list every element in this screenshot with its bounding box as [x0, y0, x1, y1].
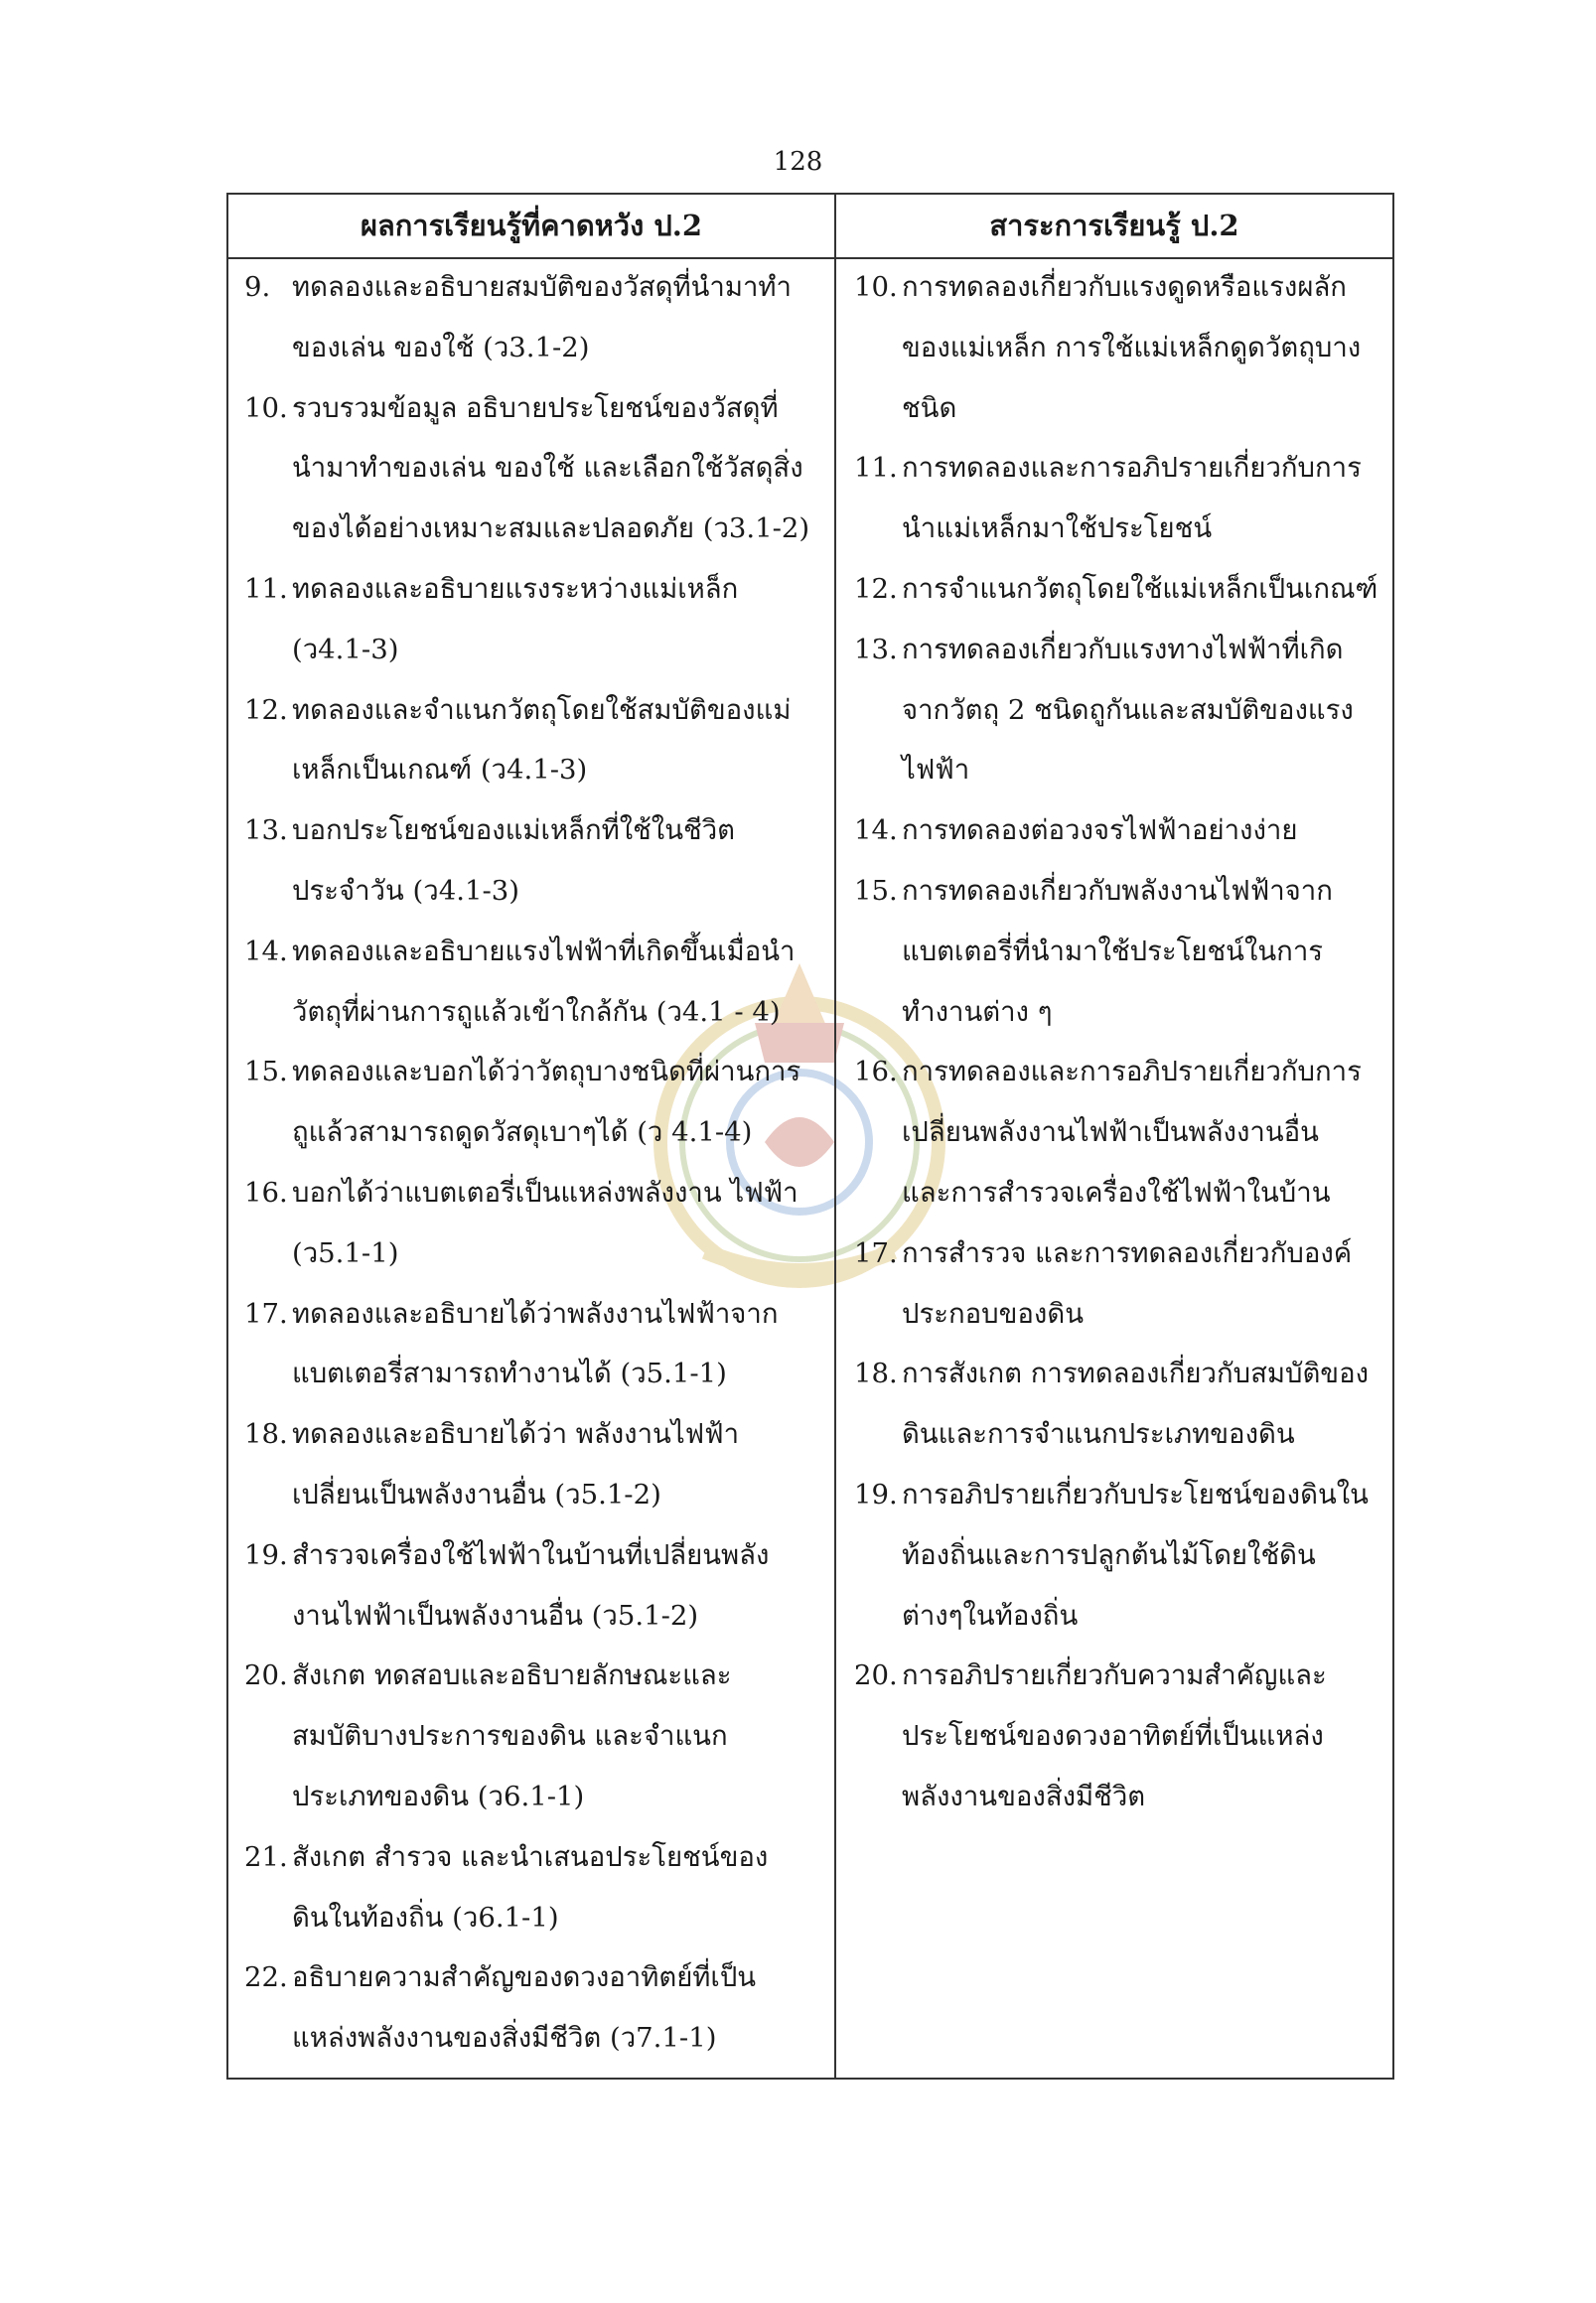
item-text-line: งานไฟฟ้าเป็นพลังงานอื่น (ว5.1-2)	[292, 1599, 699, 1632]
learning-content-item	[854, 559, 1386, 620]
item-text-line: ทดลองและอธิบายแรงไฟฟ้าที่เกิดขึ้นเมื่อนำ	[292, 935, 796, 967]
item-number: 11.	[244, 572, 288, 605]
expected-outcome-item	[244, 1947, 822, 2069]
item-number: 16.	[854, 1056, 898, 1088]
item-text-line: ประกอบของดิน	[902, 1297, 1085, 1330]
item-text-line: ทดลองและอธิบายได้ว่า พลังงานไฟฟ้า	[292, 1418, 740, 1451]
learning-content-item	[854, 1223, 1386, 1345]
item-text-line: ดินและการจำแนกประเภทของดิน	[902, 1418, 1295, 1451]
item-text-line: ทดลองและอธิบายแรงระหว่างแม่เหล็ก	[292, 572, 739, 605]
item-text-line: ทดลองและบอกได้ว่าวัตถุบางชนิดที่ผ่านการ	[292, 1056, 801, 1088]
learning-content-item	[854, 1646, 1386, 1826]
learning-content-item	[854, 257, 1386, 438]
right-column-header: สาระการเรียนรู้ ป.2	[989, 209, 1239, 242]
item-text-line: การทดลองและการอภิปรายเกี่ยวกับการ	[902, 452, 1362, 485]
curriculum-table	[226, 193, 1394, 2080]
expected-outcome-item	[244, 1163, 822, 1284]
expected-outcome-item	[244, 1284, 822, 1405]
item-number: 14.	[854, 814, 898, 847]
learning-content-item	[854, 1042, 1386, 1223]
item-text-line: การสังเกต การทดลองเกี่ยวกับสมบัติของ	[902, 1358, 1370, 1390]
column-divider	[834, 195, 836, 2078]
item-number: 21.	[244, 1840, 288, 1873]
item-text-line: บอกได้ว่าแบตเตอรี่เป็นแหล่งพลังงาน ไฟฟ้า	[292, 1176, 798, 1209]
expected-outcome-item	[244, 378, 822, 559]
item-text-line: แบตเตอรี่สามารถทำงานได้ (ว5.1-1)	[292, 1358, 727, 1390]
item-text-line: ของแม่เหล็ก การใช้แม่เหล็กดูดวัตถุบาง	[902, 331, 1362, 363]
item-text-line: และการสำรวจเครื่องใช้ไฟฟ้าในบ้าน	[902, 1176, 1331, 1209]
item-text-line: การสำรวจ และการทดลองเกี่ยวกับองค์	[902, 1236, 1353, 1269]
item-text-line: เหล็กเป็นเกณฑ์ (ว4.1-3)	[292, 754, 588, 787]
item-text-line: สังเกต สำรวจ และนำเสนอประโยชน์ของ	[292, 1840, 769, 1873]
item-text-line: สังเกต ทดสอบและอธิบายลักษณะและ	[292, 1659, 732, 1692]
item-text-line: ต่างๆในท้องถิ่น	[902, 1599, 1079, 1632]
item-number: 9.	[244, 271, 271, 303]
item-number: 10.	[854, 271, 898, 303]
item-number: 18.	[244, 1418, 288, 1451]
item-text-line: การจำแนกวัตถุโดยใช้แม่เหล็กเป็นเกณฑ์	[902, 572, 1378, 605]
item-text-line: สมบัติบางประการของดิน และจำแนก	[292, 1720, 728, 1753]
expected-outcome-item	[244, 257, 822, 378]
left-column-header: ผลการเรียนรู้ที่คาดหวัง ป.2	[360, 209, 703, 242]
item-text-line: (ว4.1-3)	[292, 633, 399, 665]
expected-outcomes-column	[244, 257, 822, 2069]
item-number: 12.	[854, 572, 898, 605]
item-text-line: นำแม่เหล็กมาใช้ประโยชน์	[902, 512, 1213, 545]
expected-outcome-item	[244, 1646, 822, 1826]
item-number: 20.	[244, 1659, 288, 1692]
table-header-row	[228, 195, 1392, 259]
expected-outcome-item	[244, 1042, 822, 1163]
expected-outcome-item	[244, 680, 822, 801]
item-text-line: จากวัตถุ 2 ชนิดถูกันและสมบัติของแรง	[902, 693, 1354, 726]
item-text-line: ประโยชน์ของดวงอาทิตย์ที่เป็นแหล่ง	[902, 1720, 1324, 1753]
item-number: 10.	[244, 391, 288, 424]
learning-content-column	[854, 257, 1386, 1827]
item-number: 16.	[244, 1176, 288, 1209]
learning-content-item	[854, 861, 1386, 1042]
expected-outcome-item	[244, 800, 822, 922]
item-text-line: ทำงานต่าง ๆ	[902, 995, 1053, 1028]
item-number: 17.	[244, 1297, 288, 1330]
learning-content-item	[854, 1465, 1386, 1646]
learning-content-item	[854, 1344, 1386, 1465]
item-text-line: เปลี่ยนพลังงานไฟฟ้าเป็นพลังงานอื่น	[902, 1116, 1319, 1149]
item-text-line: ท้องถิ่นและการปลูกต้นไม้โดยใช้ดิน	[902, 1538, 1316, 1571]
item-text-line: การทดลองเกี่ยวกับพลังงานไฟฟ้าจาก	[902, 874, 1333, 907]
item-text-line: ทดลองและจำแนกวัตถุโดยใช้สมบัติของแม่	[292, 693, 792, 726]
item-text-line: แหล่งพลังงานของสิ่งมีชีวิต (ว7.1-1)	[292, 2022, 717, 2055]
item-number: 15.	[244, 1056, 288, 1088]
expected-outcome-item	[244, 922, 822, 1043]
item-text-line: การอภิปรายเกี่ยวกับความสำคัญและ	[902, 1659, 1327, 1692]
item-number: 18.	[854, 1358, 898, 1390]
item-number: 19.	[244, 1538, 288, 1571]
item-text-line: การอภิปรายเกี่ยวกับประโยชน์ของดินใน	[902, 1478, 1369, 1511]
item-text-line: ทดลองและอธิบายสมบัติของวัสดุที่นำมาทำ	[292, 271, 793, 303]
item-text-line: ของเล่น ของใช้ (ว3.1-2)	[292, 331, 590, 363]
expected-outcome-item	[244, 1827, 822, 1948]
item-number: 13.	[244, 814, 288, 847]
item-text-line: (ว5.1-1)	[292, 1236, 399, 1269]
expected-outcome-item	[244, 1404, 822, 1525]
item-text-line: แบตเตอรี่ที่นำมาใช้ประโยชน์ในการ	[902, 935, 1324, 967]
item-number: 15.	[854, 874, 898, 907]
item-text-line: การทดลองเกี่ยวกับแรงดูดหรือแรงผลัก	[902, 271, 1347, 303]
item-text-line: การทดลองเกี่ยวกับแรงทางไฟฟ้าที่เกิด	[902, 633, 1344, 665]
expected-outcome-item	[244, 1525, 822, 1647]
item-text-line: ถูแล้วสามารถดูดวัสดุเบาๆได้ (ว 4.1-4)	[292, 1116, 753, 1149]
item-number: 22.	[244, 1961, 288, 1994]
item-text-line: ชนิด	[902, 391, 957, 424]
item-number: 17.	[854, 1236, 898, 1269]
item-number: 19.	[854, 1478, 898, 1511]
item-text-line: อธิบายความสำคัญของดวงอาทิตย์ที่เป็น	[292, 1961, 757, 1994]
learning-content-item	[854, 800, 1386, 861]
item-text-line: ทดลองและอธิบายได้ว่าพลังงานไฟฟ้าจาก	[292, 1297, 779, 1330]
item-text-line: ดินในท้องถิ่น (ว6.1-1)	[292, 1901, 559, 1934]
item-number: 13.	[854, 633, 898, 665]
expected-outcome-item	[244, 559, 822, 680]
learning-content-item	[854, 438, 1386, 559]
item-text-line: ประเภทของดิน (ว6.1-1)	[292, 1780, 585, 1812]
item-text-line: การทดลองและการอภิปรายเกี่ยวกับการ	[902, 1056, 1362, 1088]
item-text-line: บอกประโยชน์ของแม่เหล็กที่ใช้ในชีวิต	[292, 814, 736, 847]
item-text-line: การทดลองต่อวงจรไฟฟ้าอย่างง่าย	[902, 814, 1298, 847]
item-number: 12.	[244, 693, 288, 726]
item-text-line: ไฟฟ้า	[902, 754, 970, 787]
item-text-line: วัตถุที่ผ่านการถูแล้วเข้าใกล้กัน (ว4.1 - 4)	[292, 995, 781, 1028]
item-number: 20.	[854, 1659, 898, 1692]
item-text-line: นำมาทำของเล่น ของใช้ และเลือกใช้วัสดุสิ่ง	[292, 452, 803, 485]
item-text-line: พลังงานของสิ่งมีชีวิต	[902, 1780, 1146, 1812]
learning-content-item	[854, 620, 1386, 800]
item-text-line: ประจำวัน (ว4.1-3)	[292, 874, 519, 907]
page-number: 128	[773, 147, 823, 177]
item-number: 14.	[244, 935, 288, 967]
item-text-line: ของได้อย่างเหมาะสมและปลอดภัย (ว3.1-2)	[292, 512, 810, 545]
item-text-line: เปลี่ยนเป็นพลังงานอื่น (ว5.1-2)	[292, 1478, 661, 1511]
item-text-line: สำรวจเครื่องใช้ไฟฟ้าในบ้านที่เปลี่ยนพลัง	[292, 1538, 770, 1571]
item-text-line: รวบรวมข้อมูล อธิบายประโยชน์ของวัสดุที่	[292, 391, 779, 424]
item-number: 11.	[854, 452, 898, 485]
